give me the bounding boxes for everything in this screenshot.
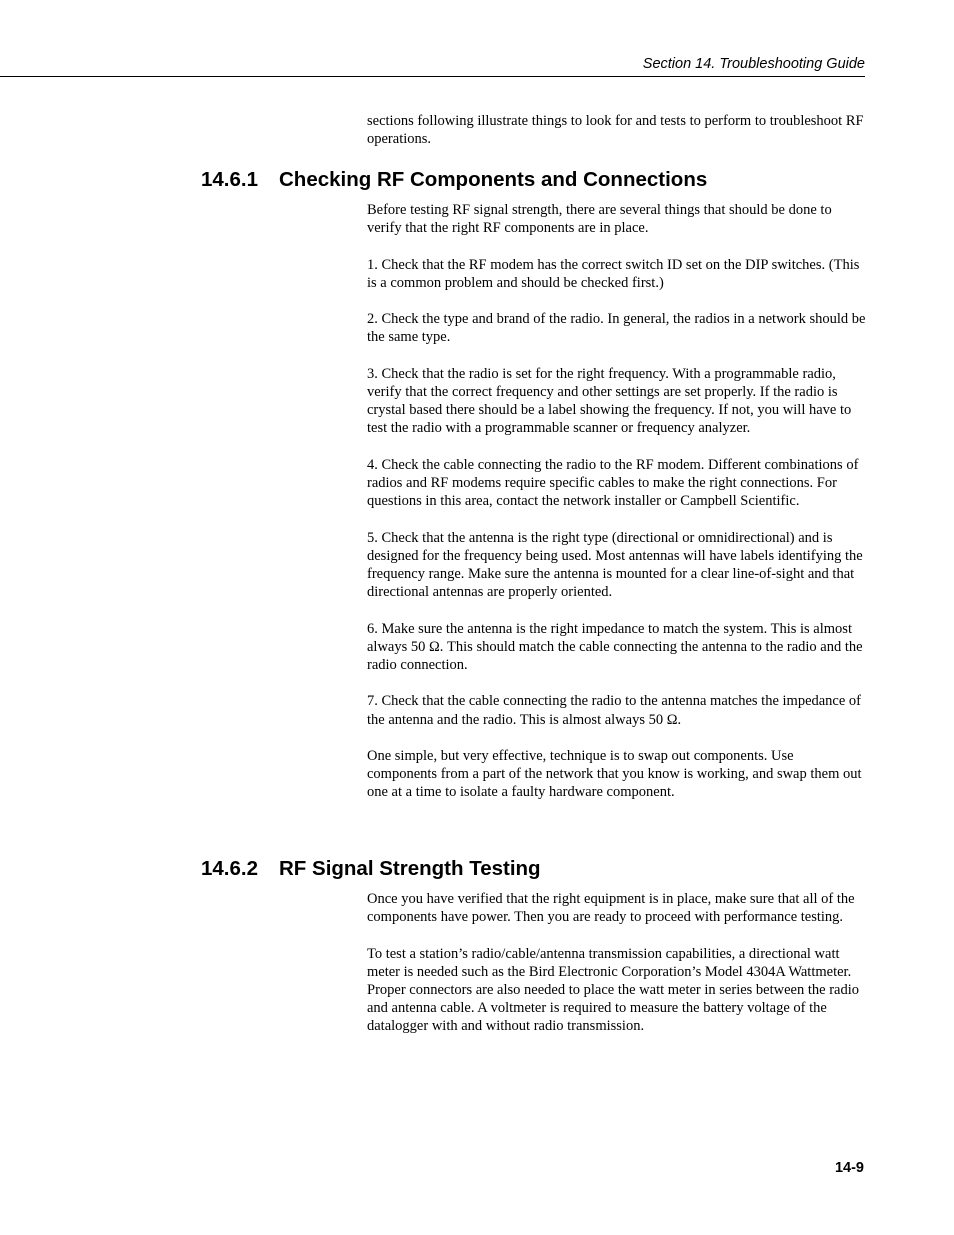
section-number: 14.6.1 [201,168,258,191]
running-header-title: Section 14. Troubleshooting Guide [642,56,865,72]
body-paragraph: Before testing RF signal strength, there are several things that should be done to verify that the right RF components are in place. [367,202,832,237]
running-header [0,55,865,77]
section-number: 14.6.2 [201,857,258,880]
checklist-item-5: 5. Check that the antenna is the right type (directional or omnidirectional) and is designed for the frequency being used. Most antennas will have labels identifying the frequency range. Make sure the antenna is mounted for a clear line-of-sight and that directional antennas are properly oriented. [367,529,863,601]
intro-block [367,112,867,167]
body-paragraph: One simple, but very effective, technique is to swap out components. Use components from a part of the network that you know is working, and swap them out one at a time to isolate a faulty hardware component. [367,747,862,801]
section-body-14-6-1 [367,201,867,820]
section-heading-14-6-2 [201,857,861,881]
section-title: RF Signal Strength Testing [279,857,541,880]
checklist-item-1: 1. Check that the RF modem has the correct switch ID set on the DIP switches. (This is a common problem and should be checked first.) [367,256,860,291]
body-paragraph: To test a station’s radio/cable/antenna transmission capabilities, a directional watt meter is needed such as the Bird Electronic Corporation’s Model 4304A Wattmeter. Proper connectors are also needed to place the watt meter in series between the radio and antenna cable. A voltmeter is required to measure the battery voltage of the datalogger with and without radio transmission. [367,945,859,1035]
intro-paragraph: sections following illustrate things to look for and tests to perform to troubleshoot RF operations. [367,113,864,148]
checklist-item-6: 6. Make sure the antenna is the right impedance to match the system. This is almost always 50 Ω. This should match the cable connecting the antenna to the radio and the radio connection. [367,620,863,673]
page-number: 14-9 [834,1160,864,1176]
body-paragraph: Once you have verified that the right equipment is in place, make sure that all of the components have power. Then you are ready to proceed with performance testing. [367,891,855,926]
section-title: Checking RF Components and Connections [279,168,708,191]
checklist-item-7: 7. Check that the cable connecting the radio to the antenna matches the impedance of the antenna and the radio. This is almost always 50 Ω. [367,693,862,728]
section-body-14-6-2 [367,890,867,1054]
checklist-item-3: 3. Check that the radio is set for the right frequency. With a programmable radio, verify that the correct frequency and other settings are set properly. If the radio is crystal based there should be a label showing the frequency. If not, you will have to test the radio with a programmable scanner or frequency analyzer. [367,365,852,437]
checklist-item-2: 2. Check the type and brand of the radio. In general, the radios in a network should be the same type. [367,311,866,346]
checklist-item-4: 4. Check the cable connecting the radio to the RF modem. Different combinations of radios and RF modems require specific cables to make the right connections. For questions in this area, contact the network installer or Campbell Scientific. [367,456,859,510]
section-heading-14-6-1 [201,168,861,192]
